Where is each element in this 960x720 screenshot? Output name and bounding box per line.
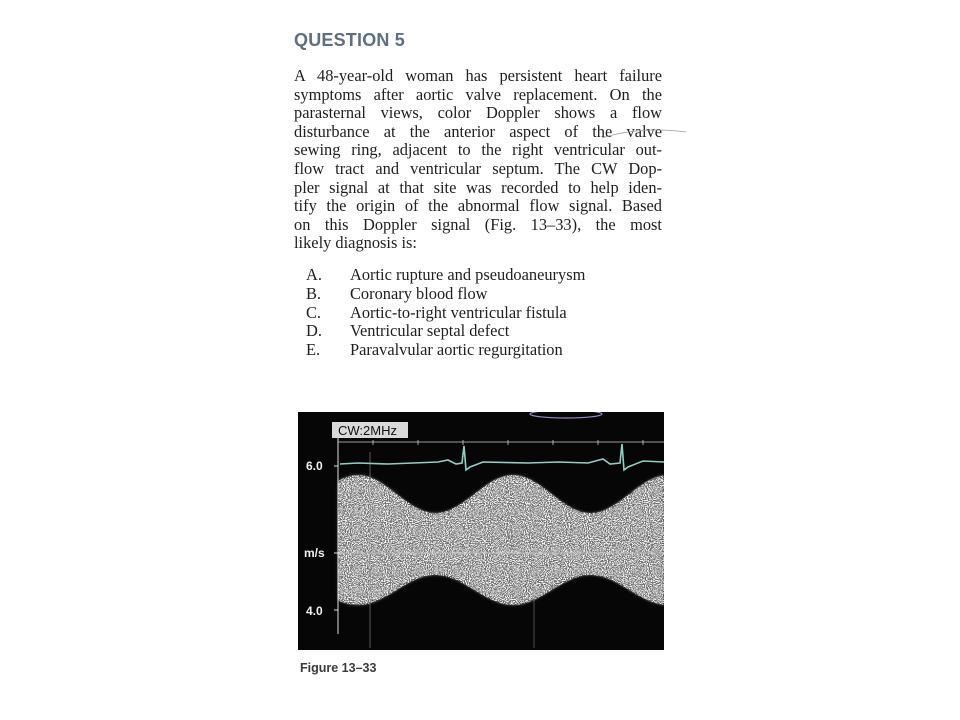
stem-line: likely diagnosis is: (294, 233, 417, 253)
doppler-image (298, 412, 664, 650)
option-text: Ventricular septal defect (350, 321, 510, 341)
stem-line: flow tract and ventricular septum. The CW Dop- (294, 158, 662, 178)
question-title: QUESTION 5 (294, 30, 406, 50)
figure-caption: Figure 13–33 (300, 661, 377, 675)
stem-line: A 48-year-old woman has persistent heart failure (294, 66, 662, 85)
option-letter: D. (306, 321, 322, 341)
scale-label-top: 6.0 (306, 459, 323, 473)
scale-label-bottom: 4.0 (306, 604, 323, 618)
option-text: Aortic-to-right ventricular fistula (350, 302, 567, 322)
cw-doppler-spectrum (298, 412, 664, 650)
option-b (306, 285, 585, 304)
stem-line: sewing ring, adjacent to the right ventricular out- (294, 140, 662, 160)
option-letter: C. (306, 302, 322, 322)
scale-label-unit: m/s (304, 546, 325, 560)
option-a (306, 266, 585, 285)
option-c (306, 304, 585, 323)
stem-line: disturbance at the anterior aspect of the valve (294, 121, 662, 141)
option-letter: B. (306, 283, 322, 303)
option-letter: A. (306, 265, 322, 284)
stem-line: on this Doppler signal (Fig. 13–33), the most (294, 214, 662, 234)
stem-line: pler signal at that site was recorded to help iden- (294, 177, 662, 197)
option-d (306, 322, 585, 341)
option-text: Coronary blood flow (350, 283, 488, 303)
stem-line: tify the origin of the abnormal flow signal. Based (294, 196, 662, 216)
option-text: Paravalvular aortic regurgitation (350, 340, 563, 360)
option-text: Aortic rupture and pseudoaneurysm (350, 265, 586, 284)
stem-line: parasternal views, color Doppler shows a flow (294, 103, 662, 123)
scan-artifact-line (600, 118, 690, 148)
mode-label: CW:2MHz (338, 423, 397, 438)
option-letter: E. (306, 340, 321, 360)
question-stem (294, 67, 662, 253)
option-e (306, 341, 585, 360)
stem-line: symptoms after aortic valve replacement. On the (294, 84, 662, 104)
answer-options (306, 266, 585, 360)
